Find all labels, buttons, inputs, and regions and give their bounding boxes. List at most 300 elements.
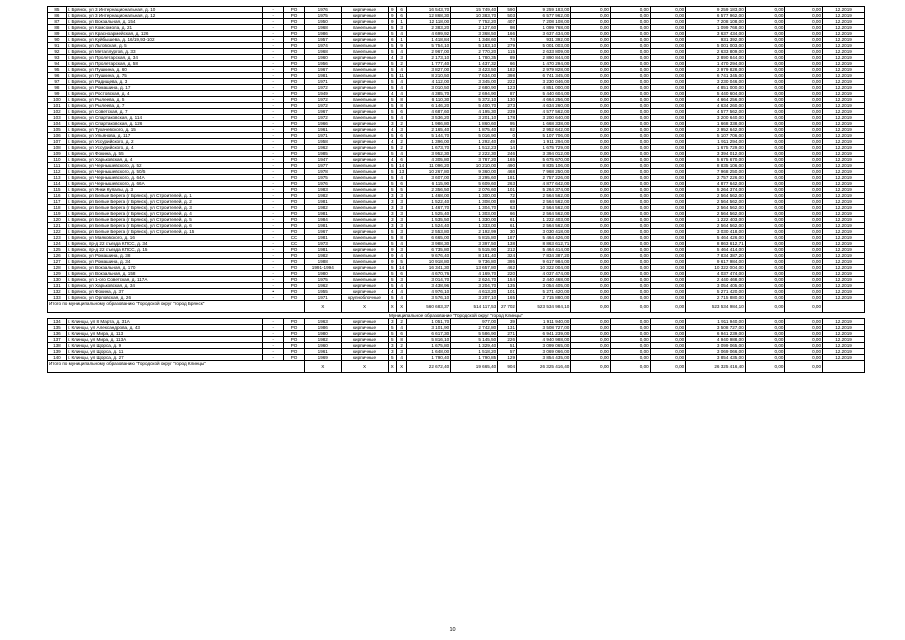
cell-wall-material: кирпичные xyxy=(341,325,388,331)
total-cost: 26 325 416,40 xyxy=(517,361,571,373)
cell-residents: 30 xyxy=(498,229,517,235)
cell-owner-funds: 5 001 003,00 xyxy=(686,43,746,49)
cell-wall-material: кирпичные xyxy=(341,127,388,133)
cell-row-number: 98 xyxy=(48,85,67,91)
cell-residents: 178 xyxy=(498,115,517,121)
cell-year-built: 1972 xyxy=(304,115,341,121)
cell-fund-manager: РО xyxy=(284,283,305,289)
cell-fund-4: 0,00 xyxy=(745,277,785,283)
cell-wall-material: кирпичные xyxy=(341,139,388,145)
cell-floors: 4 xyxy=(388,127,396,133)
cell-living-area: 2 742,80 xyxy=(451,325,498,331)
cell-planned-date: 12.2019 xyxy=(823,343,865,349)
cell-fund-1: 0,00 xyxy=(571,235,611,241)
cell-row-number: 135 xyxy=(48,325,67,331)
cell-fund-5: 0,00 xyxy=(785,319,823,325)
cell-fund-3: 0,00 xyxy=(650,205,686,211)
cell-year-built: 1967 xyxy=(304,229,341,235)
cell-repair-cost: 5 264 374,00 xyxy=(517,187,571,193)
cell-year-built: 1976 xyxy=(304,7,341,13)
cell-year-built: 1981 xyxy=(304,223,341,229)
cell-fund-2: 0,00 xyxy=(611,109,651,115)
cell-fund-1: 0,00 xyxy=(571,109,611,115)
cell-entrances: 3 xyxy=(396,229,406,235)
cell-fund-4: 0,00 xyxy=(745,175,785,181)
cell-entrances: 6 xyxy=(396,133,406,139)
cell-wall-material: кирпичные xyxy=(341,121,388,127)
cell-row-number: 120 xyxy=(48,217,67,223)
cell-year-built: 1974 xyxy=(304,43,341,49)
cell-entrances: 4 xyxy=(396,241,406,247)
cell-fund-5: 0,00 xyxy=(785,271,823,277)
cell-owner-funds: 2 564 562,00 xyxy=(686,211,746,217)
cell-total-area: 11 096,20 xyxy=(407,163,451,169)
cell-fund-1: 0,00 xyxy=(571,337,611,343)
total-x: X xyxy=(396,361,406,373)
cell-year-built: 1981 xyxy=(304,235,341,241)
cell-fund-4: 0,00 xyxy=(745,241,785,247)
cell-fund-4: 0,00 xyxy=(745,133,785,139)
cell-planned-date: 12.2019 xyxy=(823,205,865,211)
cell-entrances: 2 xyxy=(396,343,406,349)
cell-address: г. Клинцы, ул Мира, д. 113А xyxy=(66,337,262,343)
cell-repair-cost: 2 564 562,00 xyxy=(517,199,571,205)
cell-fund-4: 0,00 xyxy=(745,61,785,67)
cell-owner-funds: 8 835 106,00 xyxy=(686,163,746,169)
cell-fund-5: 0,00 xyxy=(785,235,823,241)
cell-address: г. Брянск, рп Белые Берега (г Брянск), ул Строителей, д. 2 xyxy=(66,199,262,205)
cell-fund-4: 0,00 xyxy=(745,187,785,193)
cell-residents: 590 xyxy=(498,7,517,13)
cell-fund-3: 0,00 xyxy=(650,343,686,349)
cell-fund-2: 0,00 xyxy=(611,181,651,187)
cell-fund-5: 0,00 xyxy=(785,79,823,85)
cell-fund-manager: РО xyxy=(284,355,305,361)
total-fund-2: 0,00 xyxy=(611,301,651,313)
cell-residents: 398 xyxy=(498,73,517,79)
cell-fund-2: 0,00 xyxy=(611,151,651,157)
cell-entrances: 4 xyxy=(396,151,406,157)
cell-note: - xyxy=(263,145,284,151)
cell-year-built: 1963 xyxy=(304,319,341,325)
cell-planned-date: 12.2019 xyxy=(823,199,865,205)
cell-address: г. Брянск, ул Рылеева, д. 5 xyxy=(66,97,262,103)
cell-year-built: 1958 xyxy=(304,139,341,145)
cell-planned-date: 12.2019 xyxy=(823,115,865,121)
cell-row-number: 99 xyxy=(48,91,67,97)
cell-fund-2: 0,00 xyxy=(611,175,651,181)
cell-owner-funds: 4 940 988,00 xyxy=(686,337,746,343)
cell-repair-cost: 2 979 828,00 xyxy=(517,67,571,73)
cell-fund-1: 0,00 xyxy=(571,79,611,85)
cell-fund-1: 0,00 xyxy=(571,115,611,121)
cell-repair-cost: 7 208 108,00 xyxy=(517,19,571,25)
cell-planned-date: 12.2019 xyxy=(823,265,865,271)
cell-floors: 4 xyxy=(388,289,396,295)
cell-entrances: 8 xyxy=(396,235,406,241)
cell-fund-2: 0,00 xyxy=(611,121,651,127)
cell-entrances: 2 xyxy=(396,319,406,325)
cell-repair-cost: 2 564 562,00 xyxy=(517,205,571,211)
cell-wall-material: кирпичные xyxy=(341,145,388,151)
cell-fund-5: 0,00 xyxy=(785,151,823,157)
cell-owner-funds: 931 392,00 xyxy=(686,37,746,43)
cell-floors: 5 xyxy=(388,331,396,337)
cell-fund-5: 0,00 xyxy=(785,163,823,169)
cell-fund-1: 0,00 xyxy=(571,37,611,43)
total-owner-funds: 523 534 984,10 xyxy=(686,301,746,313)
cell-planned-date: 12.2019 xyxy=(823,277,865,283)
cell-fund-5: 0,00 xyxy=(785,55,823,61)
cell-fund-1: 0,00 xyxy=(571,19,611,25)
cell-floors: 5 xyxy=(388,31,396,37)
cell-fund-manager: РО xyxy=(284,61,305,67)
cell-fund-4: 0,00 xyxy=(745,127,785,133)
cell-fund-manager: РО xyxy=(284,211,305,217)
cell-fund-1: 0,00 xyxy=(571,67,611,73)
cell-owner-funds: 1 668 338,00 xyxy=(686,121,746,127)
cell-fund-1: 0,00 xyxy=(571,355,611,361)
total-living-area: 514 117,53 xyxy=(451,301,498,313)
cell-floors: 5 xyxy=(388,265,396,271)
cell-year-built: 1982 xyxy=(304,193,341,199)
cell-row-number: 101 xyxy=(48,103,67,109)
cell-fund-1: 0,00 xyxy=(571,31,611,37)
cell-repair-cost: 2 564 562,00 xyxy=(517,193,571,199)
cell-note: • xyxy=(263,289,284,295)
cell-total-area: 6 735,80 xyxy=(407,247,451,253)
cell-fund-2: 0,00 xyxy=(611,43,651,49)
cell-year-built: 1955 xyxy=(304,289,341,295)
cell-floors: 5 xyxy=(388,61,396,67)
cell-repair-cost: 5 440 604,00 xyxy=(517,91,571,97)
cell-fund-2: 0,00 xyxy=(611,241,651,247)
cell-wall-material: кирпичные xyxy=(341,331,388,337)
cell-fund-manager: РО xyxy=(284,7,305,13)
cell-fund-manager: РО xyxy=(284,331,305,337)
cell-fund-4: 0,00 xyxy=(745,19,785,25)
cell-owner-funds: 1 099 768,00 xyxy=(686,25,746,31)
cell-fund-2: 0,00 xyxy=(611,295,651,301)
cell-wall-material: панельные xyxy=(341,223,388,229)
cell-living-area: 1 437,32 xyxy=(451,61,498,67)
cell-fund-manager: РО xyxy=(284,49,305,55)
cell-fund-3: 0,00 xyxy=(650,217,686,223)
cell-fund-manager: РО xyxy=(284,157,305,163)
cell-fund-3: 0,00 xyxy=(650,97,686,103)
cell-wall-material: кирпичные xyxy=(341,289,388,295)
cell-fund-manager: РО xyxy=(284,181,305,187)
cell-fund-4: 0,00 xyxy=(745,259,785,265)
cell-fund-4: 0,00 xyxy=(745,217,785,223)
cell-entrances: 3 xyxy=(396,199,406,205)
cell-total-area: 1 673,70 xyxy=(407,145,451,151)
cell-fund-4: 0,00 xyxy=(745,253,785,259)
cell-living-area: 1 875,40 xyxy=(451,127,498,133)
cell-fund-2: 0,00 xyxy=(611,133,651,139)
cell-fund-1: 0,00 xyxy=(571,61,611,67)
cell-note: - xyxy=(263,49,284,55)
cell-total-area: 8 210,50 xyxy=(407,73,451,79)
cell-fund-3: 0,00 xyxy=(650,259,686,265)
cell-address: г. Брянск, ул Радищева, д. 3 xyxy=(66,79,262,85)
cell-fund-manager: РО xyxy=(284,37,305,43)
cell-note: - xyxy=(263,319,284,325)
cell-living-area: 1 329,40 xyxy=(451,343,498,349)
cell-repair-cost: 3 637 434,00 xyxy=(517,31,571,37)
cell-floors: 3 xyxy=(388,211,396,217)
cell-note: - xyxy=(263,85,284,91)
cell-planned-date: 12.2019 xyxy=(823,133,865,139)
cell-planned-date: 12.2019 xyxy=(823,181,865,187)
cell-fund-4: 0,00 xyxy=(745,331,785,337)
cell-fund-2: 0,00 xyxy=(611,355,651,361)
cell-row-number: 129 xyxy=(48,271,67,277)
cell-living-area: 15 749,40 xyxy=(451,7,498,13)
cell-wall-material: кирпичные xyxy=(341,283,388,289)
cell-fund-1: 0,00 xyxy=(571,331,611,337)
cell-repair-cost: 3 054 405,00 xyxy=(517,283,571,289)
cell-note: - xyxy=(263,181,284,187)
cell-year-built: 1985 xyxy=(304,151,341,157)
cell-fund-5: 0,00 xyxy=(785,337,823,343)
cell-fund-1: 0,00 xyxy=(571,73,611,79)
cell-entrances: 2 xyxy=(396,121,406,127)
cell-fund-3: 0,00 xyxy=(650,277,686,283)
cell-owner-funds: 7 968 250,00 xyxy=(686,169,746,175)
cell-fund-3: 0,00 xyxy=(650,271,686,277)
cell-year-built: 1967 xyxy=(304,67,341,73)
total-x: X xyxy=(304,301,341,313)
cell-row-number: 126 xyxy=(48,253,67,259)
cell-living-area: 5 586,90 xyxy=(451,331,498,337)
cell-fund-1: 0,00 xyxy=(571,151,611,157)
cell-fund-manager: РО xyxy=(284,349,305,355)
cell-fund-2: 0,00 xyxy=(611,127,651,133)
cell-address: г. Брянск, ул Харьковская, д. 34 xyxy=(66,283,262,289)
cell-fund-2: 0,00 xyxy=(611,103,651,109)
cell-row-number: 103 xyxy=(48,115,67,121)
cell-planned-date: 12.2019 xyxy=(823,223,865,229)
cell-owner-funds: 5 264 374,00 xyxy=(686,187,746,193)
cell-total-area: 6 617,30 xyxy=(407,331,451,337)
cell-fund-3: 0,00 xyxy=(650,157,686,163)
cell-address: г. Брянск, ул Ульянова, д. 117 xyxy=(66,133,262,139)
cell-fund-1: 0,00 xyxy=(571,175,611,181)
cell-fund-2: 0,00 xyxy=(611,79,651,85)
cell-residents: 130 xyxy=(498,97,517,103)
cell-note: - xyxy=(263,277,284,283)
cell-fund-4: 0,00 xyxy=(745,235,785,241)
cell-planned-date: 12.2019 xyxy=(823,211,865,217)
cell-fund-5: 0,00 xyxy=(785,103,823,109)
cell-fund-2: 0,00 xyxy=(611,7,651,13)
cell-owner-funds: 2 979 828,00 xyxy=(686,67,746,73)
cell-wall-material: кирпичные xyxy=(341,79,388,85)
cell-planned-date: 12.2019 xyxy=(823,259,865,265)
cell-repair-cost: 6 941 239,00 xyxy=(517,331,571,337)
cell-row-number: 111 xyxy=(48,163,67,169)
cell-fund-5: 0,00 xyxy=(785,139,823,145)
cell-living-area: 4 613,20 xyxy=(451,289,498,295)
cell-residents: 154 xyxy=(498,277,517,283)
cell-address: г. Брянск, ул Уссурийского, д. 4 xyxy=(66,145,262,151)
cell-fund-1: 0,00 xyxy=(571,13,611,19)
cell-fund-3: 0,00 xyxy=(650,133,686,139)
total-x: X xyxy=(388,361,396,373)
cell-residents: 468 xyxy=(498,169,517,175)
cell-entrances: 3 xyxy=(396,217,406,223)
cell-residents: 182 xyxy=(498,67,517,73)
cell-fund-1: 0,00 xyxy=(571,163,611,169)
cell-year-built: 1986 xyxy=(304,31,341,37)
cell-residents: 66 xyxy=(498,211,517,217)
cell-residents: 324 xyxy=(498,253,517,259)
cell-fund-1: 0,00 xyxy=(571,103,611,109)
cell-owner-funds: 9 259 183,00 xyxy=(686,7,746,13)
cell-entrances: 3 xyxy=(396,223,406,229)
cell-year-built: 1980 xyxy=(304,331,341,337)
cell-living-area: 8 181,40 xyxy=(451,253,498,259)
cell-living-area: 7 752,20 xyxy=(451,19,498,25)
cell-row-number: 130 xyxy=(48,277,67,283)
cell-owner-funds: 2 890 844,00 xyxy=(686,55,746,61)
cell-note: - xyxy=(263,139,284,145)
cell-owner-funds: 5 675 670,00 xyxy=(686,157,746,163)
cell-owner-funds: 3 508 727,00 xyxy=(686,325,746,331)
cell-owner-funds: 2 952 642,00 xyxy=(686,127,746,133)
cell-wall-material: панельные xyxy=(341,211,388,217)
cell-total-area: 5 816,10 xyxy=(407,337,451,343)
cell-entrances: 6 xyxy=(396,271,406,277)
cell-wall-material: панельные xyxy=(341,115,388,121)
cell-fund-5: 0,00 xyxy=(785,217,823,223)
cell-address: г. Брянск, ул Советская, д. 7 xyxy=(66,109,262,115)
cell-wall-material: кирпичные xyxy=(341,19,388,25)
cell-floors: 5 xyxy=(388,109,396,115)
cell-residents: 187 xyxy=(498,235,517,241)
cell-wall-material: кирпичные xyxy=(341,55,388,61)
cell-fund-3: 0,00 xyxy=(650,37,686,43)
cell-living-area: 3 787,20 xyxy=(451,157,498,163)
cell-wall-material: панельные xyxy=(341,235,388,241)
cell-owner-funds: 4 037 474,00 xyxy=(686,271,746,277)
cell-fund-manager: РО xyxy=(284,325,305,331)
cell-floors: 3 xyxy=(388,205,396,211)
cell-entrances: 5 xyxy=(396,259,406,265)
cell-fund-1: 0,00 xyxy=(571,181,611,187)
cell-note: - xyxy=(263,115,284,121)
cell-fund-3: 0,00 xyxy=(650,79,686,85)
cell-owner-funds: 1 675 729,00 xyxy=(686,145,746,151)
cell-fund-manager: РО xyxy=(284,229,305,235)
cell-total-area: 1 522,40 xyxy=(407,199,451,205)
cell-entrances: 3 xyxy=(396,193,406,199)
cell-entrances: 3 xyxy=(396,349,406,355)
cell-wall-material: кирпичные xyxy=(341,157,388,163)
cell-owner-funds: 5 464 426,00 xyxy=(686,235,746,241)
cell-fund-3: 0,00 xyxy=(650,151,686,157)
cell-note: - xyxy=(263,61,284,67)
cell-note: - xyxy=(263,133,284,139)
cell-total-area: 4 670,76 xyxy=(407,271,451,277)
cell-entrances: 4 xyxy=(396,325,406,331)
cell-address: г. Брянск, ул Ромашина, д. 38 xyxy=(66,253,262,259)
cell-address: г. Брянск, ул Чернышевского, д. 66А xyxy=(66,181,262,187)
cell-floors: 3 xyxy=(388,343,396,349)
cell-note: - xyxy=(263,25,284,31)
cell-fund-manager: РО xyxy=(284,277,305,283)
cell-total-area: 1 418,84 xyxy=(407,37,451,43)
cell-fund-5: 0,00 xyxy=(785,229,823,235)
cell-address: г. Брянск, ул Уссурийского, д. 2 xyxy=(66,139,262,145)
cell-living-area: 2 680,90 xyxy=(451,85,498,91)
cell-floors: 5 xyxy=(388,43,396,49)
cell-fund-2: 0,00 xyxy=(611,19,651,25)
cell-fund-3: 0,00 xyxy=(650,73,686,79)
cell-planned-date: 12.2019 xyxy=(823,73,865,79)
cell-floors: 4 xyxy=(388,157,396,163)
cell-fund-1: 0,00 xyxy=(571,283,611,289)
cell-repair-cost: 4 664 256,00 xyxy=(517,97,571,103)
cell-fund-2: 0,00 xyxy=(611,115,651,121)
cell-floors: 3 xyxy=(388,121,396,127)
cell-fund-4: 0,00 xyxy=(745,247,785,253)
cell-note: - xyxy=(263,331,284,337)
cell-fund-2: 0,00 xyxy=(611,67,651,73)
cell-entrances: 3 xyxy=(396,127,406,133)
cell-note: - xyxy=(263,205,284,211)
cell-address: г. Брянск, ул Льговская, д. 5 xyxy=(66,43,262,49)
cell-address: г. Брянск, ул Спартаковская, д. 114 xyxy=(66,115,262,121)
cell-living-area: 2 076,60 xyxy=(451,187,498,193)
cell-floors: 5 xyxy=(388,175,396,181)
cell-living-area: 1 860,60 xyxy=(451,121,498,127)
cell-floors: 9 xyxy=(388,259,396,265)
cell-fund-4: 0,00 xyxy=(745,199,785,205)
cell-residents: 166 xyxy=(498,31,517,37)
cell-residents: 503 xyxy=(498,13,517,19)
cell-owner-funds: 2 564 562,00 xyxy=(686,205,746,211)
cell-residents: 14 xyxy=(498,145,517,151)
cell-residents: 271 xyxy=(498,331,517,337)
cell-wall-material: кирпичные xyxy=(341,85,388,91)
cell-residents: 101 xyxy=(498,289,517,295)
cell-fund-2: 0,00 xyxy=(611,265,651,271)
cell-address: г. Клинцы, ул Щорса, д. 9 xyxy=(66,343,262,349)
cell-fund-4: 0,00 xyxy=(745,295,785,301)
cell-floors: 5 xyxy=(388,133,396,139)
cell-owner-funds: 7 208 108,00 xyxy=(686,19,746,25)
cell-residents: 462 xyxy=(498,265,517,271)
cell-address: г. Брянск, пр-д 22 съезда КПСС, д. 34 xyxy=(66,241,262,247)
cell-fund-1: 0,00 xyxy=(571,187,611,193)
cell-entrances: 4 xyxy=(396,31,406,37)
cell-address: г. Брянск, ул Рылеева, д. 7 xyxy=(66,103,262,109)
cell-note: - xyxy=(263,67,284,73)
cell-fund-1: 0,00 xyxy=(571,349,611,355)
cell-address: г. Клинцы, ул Александрова, д. 43 xyxy=(66,325,262,331)
cell-row-number: 92 xyxy=(48,49,67,55)
cell-fund-5: 0,00 xyxy=(785,97,823,103)
cell-year-built: 1962 xyxy=(304,283,341,289)
cell-fund-1: 0,00 xyxy=(571,343,611,349)
cell-entrances: 4 xyxy=(396,355,406,361)
cell-fund-4: 0,00 xyxy=(745,343,785,349)
cell-repair-cost: 2 890 844,00 xyxy=(517,55,571,61)
cell-fund-5: 0,00 xyxy=(785,49,823,55)
cell-floors: 5 xyxy=(388,97,396,103)
